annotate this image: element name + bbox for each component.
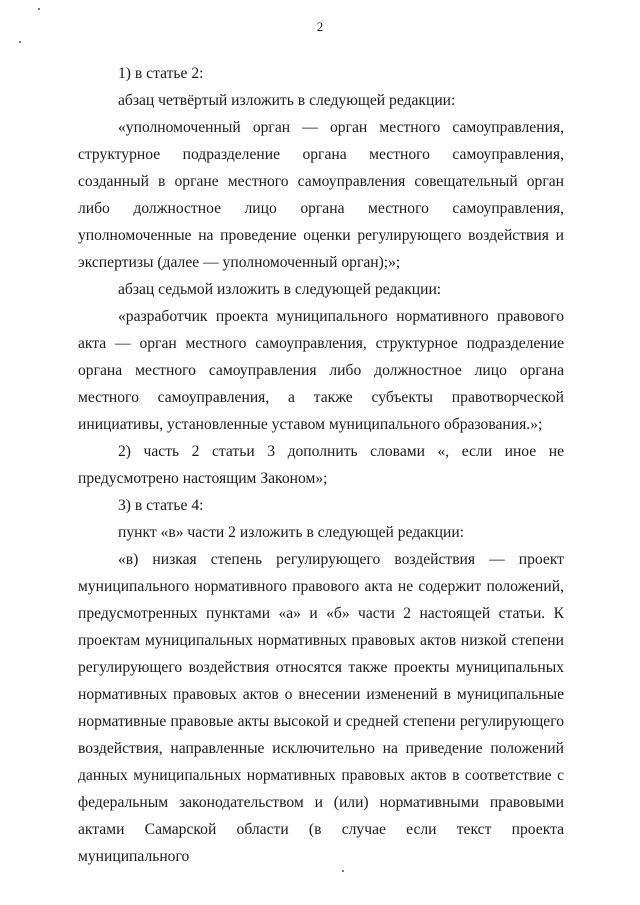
scan-speck <box>19 41 21 43</box>
paragraph-item-1: 1) в статье 2: <box>118 65 204 82</box>
paragraph-definition-authorized-body: «уполномоченный орган — орган местного самоуправления, структурное подразделение органа местного самоуправления, созданный в органе местного самоуправления совещательный орган либо должностное лицо органа местного самоуправления, уполномоченные на проведение оценки регулирующего воздействия и экспертизы (далее — уполномоченный орган);»; <box>78 119 564 271</box>
scan-speck <box>342 870 344 872</box>
paragraph-item-2: 2) часть 2 статьи 3 дополнить словами «, если иное не предусмотрено настоящим Законом»; <box>78 443 564 487</box>
paragraph-abzac-7: абзац седьмой изложить в следующей редакции: <box>118 281 442 298</box>
paragraph-item-3: 3) в статье 4: <box>118 497 204 514</box>
document-body <box>78 60 564 870</box>
scan-speck <box>38 8 40 10</box>
paragraph-low-impact-definition: «в) низкая степень регулирующего воздействия — проект муниципального нормативного правового акта не содержит положений, предусмотренных пунктами «а» и «б» части 2 настоящей статьи. К проектам муниципальных нормативных правовых актов низкой степени регулирующего воздействия относятся также проекты муниципальных нормативных правовых актов о внесении изменений в муниципальные нормативные правовые акты высокой и средней степени регулирующего воздействия, направленные исключительно на приведение положений данных муниципальных нормативных правовых актов в соответствие с федеральным законодательством и (или) нормативными правовыми актами Самарской области (в случае если текст проекта муниципального <box>78 551 564 865</box>
page-number: 2 <box>316 19 324 34</box>
paragraph-point-v: пункт «в» части 2 изложить в следующей редакции: <box>118 524 465 541</box>
paragraph-definition-developer: «разработчик проекта муниципального нормативного правового акта — орган местного самоуправления, структурное подразделение органа местного самоуправления либо должностное лицо органа местного самоуправления, а также субъекты правотворческой инициативы, установленные уставом муниципального образования.»; <box>78 308 564 433</box>
paragraph-abzac-4: абзац четвёртый изложить в следующей редакции: <box>118 92 456 109</box>
